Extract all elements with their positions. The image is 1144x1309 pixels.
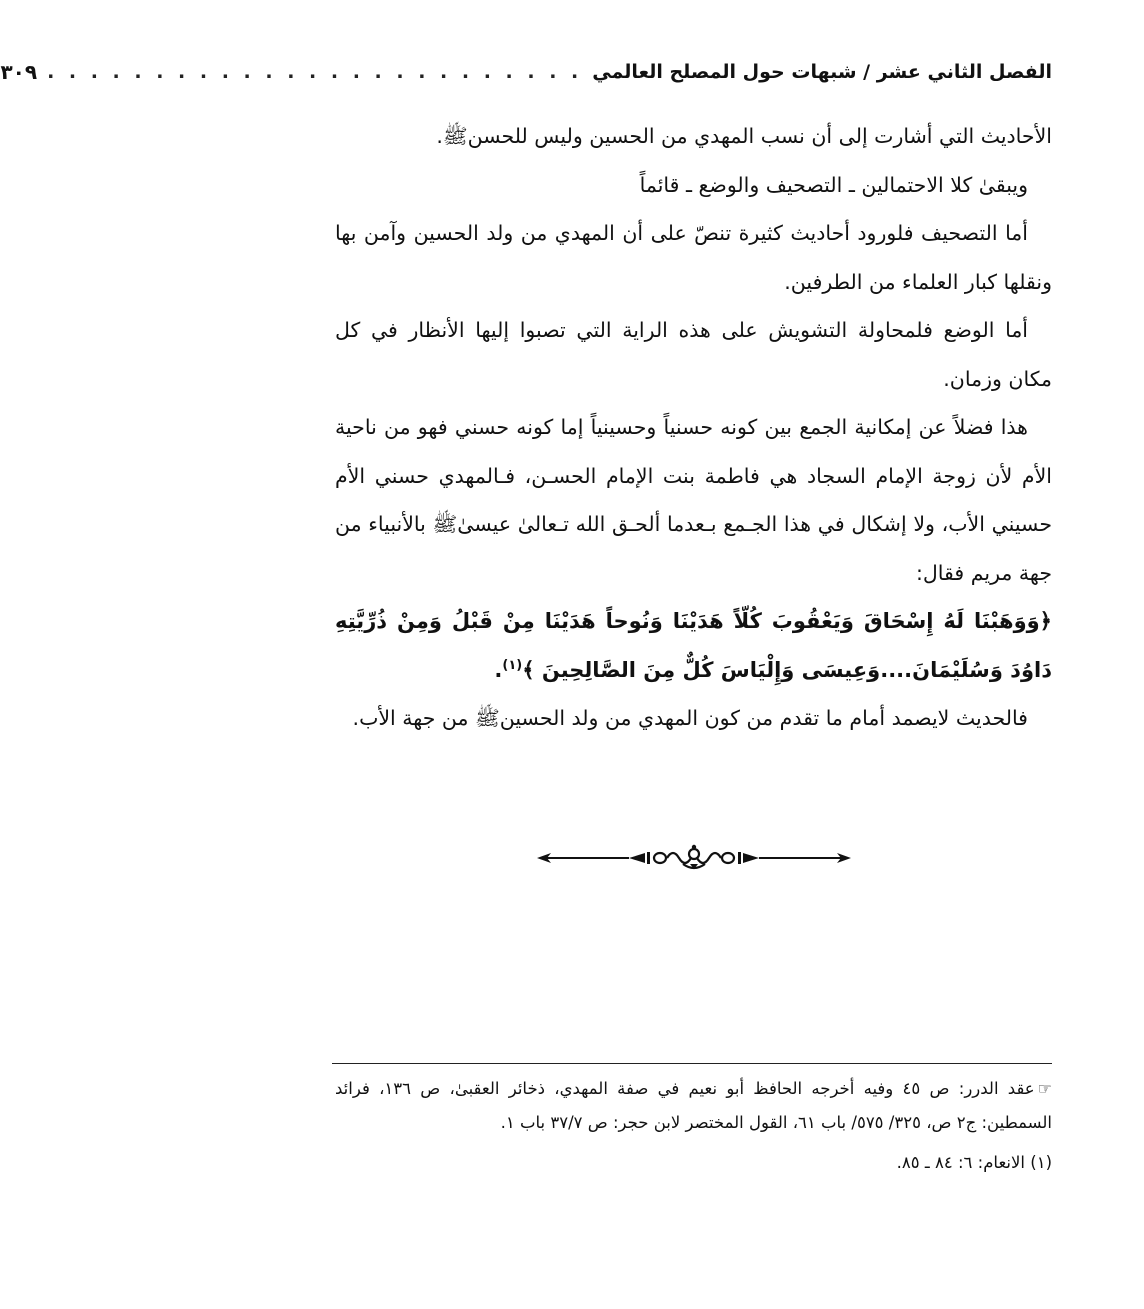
footnote-1: (١) الانعام: ٦: ٨٤ ـ ٨٥. (896, 1153, 1052, 1172)
closing-paragraph: فالحديث لايصمد أمام ما تقدم من كون المهدي من ولد الحسين‏ﷺ من جهة الأب. (352, 706, 1028, 730)
paragraph-1: الأحاديث التي أشارت إلى أن نسب المهدي من الحسين وليس للحسن‏ﷺ. (436, 124, 1052, 148)
pointing-hand-icon: ☞ (1037, 1079, 1052, 1098)
paragraph-4: أما الوضع فلمحاولة التشويش على هذه الراية التي تصبوا إليها الأنظار في كل مكان وزمان. (335, 318, 1052, 391)
footnotes (335, 1072, 1052, 1180)
footnote-source (335, 1072, 1052, 1140)
quran-verse-block: ﴿وَوَهَبْنَا لَهُ إِسْحَاقَ وَيَعْقُوبَ كُلّاً هَدَيْنَا وَنُوحاً هَدَيْنَا مِنْ قَبْلُ وَمِنْ ذُرِّيَّتِهِ دَاوُدَ وَسُلَيْمَانَ....وَعِيسَى وَإِلْيَاسَ كُلٌّ مِنَ الصَّالِحِينَ ﴾$^{(١)}$. (335, 609, 1052, 682)
chapter-title: الفصل الثاني عشر / شبهات حول المصلح العالمي (592, 61, 1052, 83)
ornament-divider-icon (533, 843, 855, 873)
footnote-source-text: عقد الدرر: ص ٤٥ وفيه أخرجه الحافظ أبو نعيم في صفة المهدي، ذخائر العقبىٰ، ص ١٣٦، فرائد السمطين: ج٢ ص، ٣٢٥/ ٥٧٥/ باب ٦١، القول المختصر لابن حجر: ص ٣٧/٧ باب ١. (335, 1079, 1052, 1132)
paragraph-2: ويبقىٰ كلا الاحتمالين ـ التصحيف والوضع ـ قائماً (639, 172, 1028, 197)
paragraph-3: أما التصحيف فلورود أحاديث كثيرة تنصّ على أن المهدي من ولد الحسين وآمن بها ونقلها كبار العلماء من الطرفين. (335, 221, 1052, 294)
quran-verse: ﴿وَوَهَبْنَا لَهُ إِسْحَاقَ وَيَعْقُوبَ كُلّاً هَدَيْنَا وَنُوحاً هَدَيْنَا مِنْ قَبْلُ وَمِنْ ذُرِّيَّتِهِ دَاوُدَ وَسُلَيْمَانَ....وَعِيسَى وَإِلْيَاسَ كُلٌّ مِنَ الصَّالِحِينَ ﴾ (335, 609, 1052, 682)
footnote-rule (332, 1063, 1052, 1064)
running-header (0, 52, 1052, 92)
leader-dots: . . . . . . . . . . . . . . . . . . . . . . . . . (47, 61, 583, 83)
body-text (335, 112, 1052, 743)
footnote-mark: (١) (502, 657, 523, 673)
page-number: ٣٠٩ (0, 60, 38, 84)
paragraph-5: هذا فضلاً عن إمكانية الجمع بين كونه حسنياً وحسينياً إما كونه حسني فهو من ناحية الأم لأن زوجة الإمام السجاد هي فاطمة بنت الإمام الحسـن، فـالمهدي حسني الأم حسيني الأب، ولا إشكال في هذا الجـمع بـعدما ألحـق الله تـعالىٰ عيسىٰ‏ﷺ بالأنبياء من جهة مريم فقال: (335, 415, 1052, 585)
